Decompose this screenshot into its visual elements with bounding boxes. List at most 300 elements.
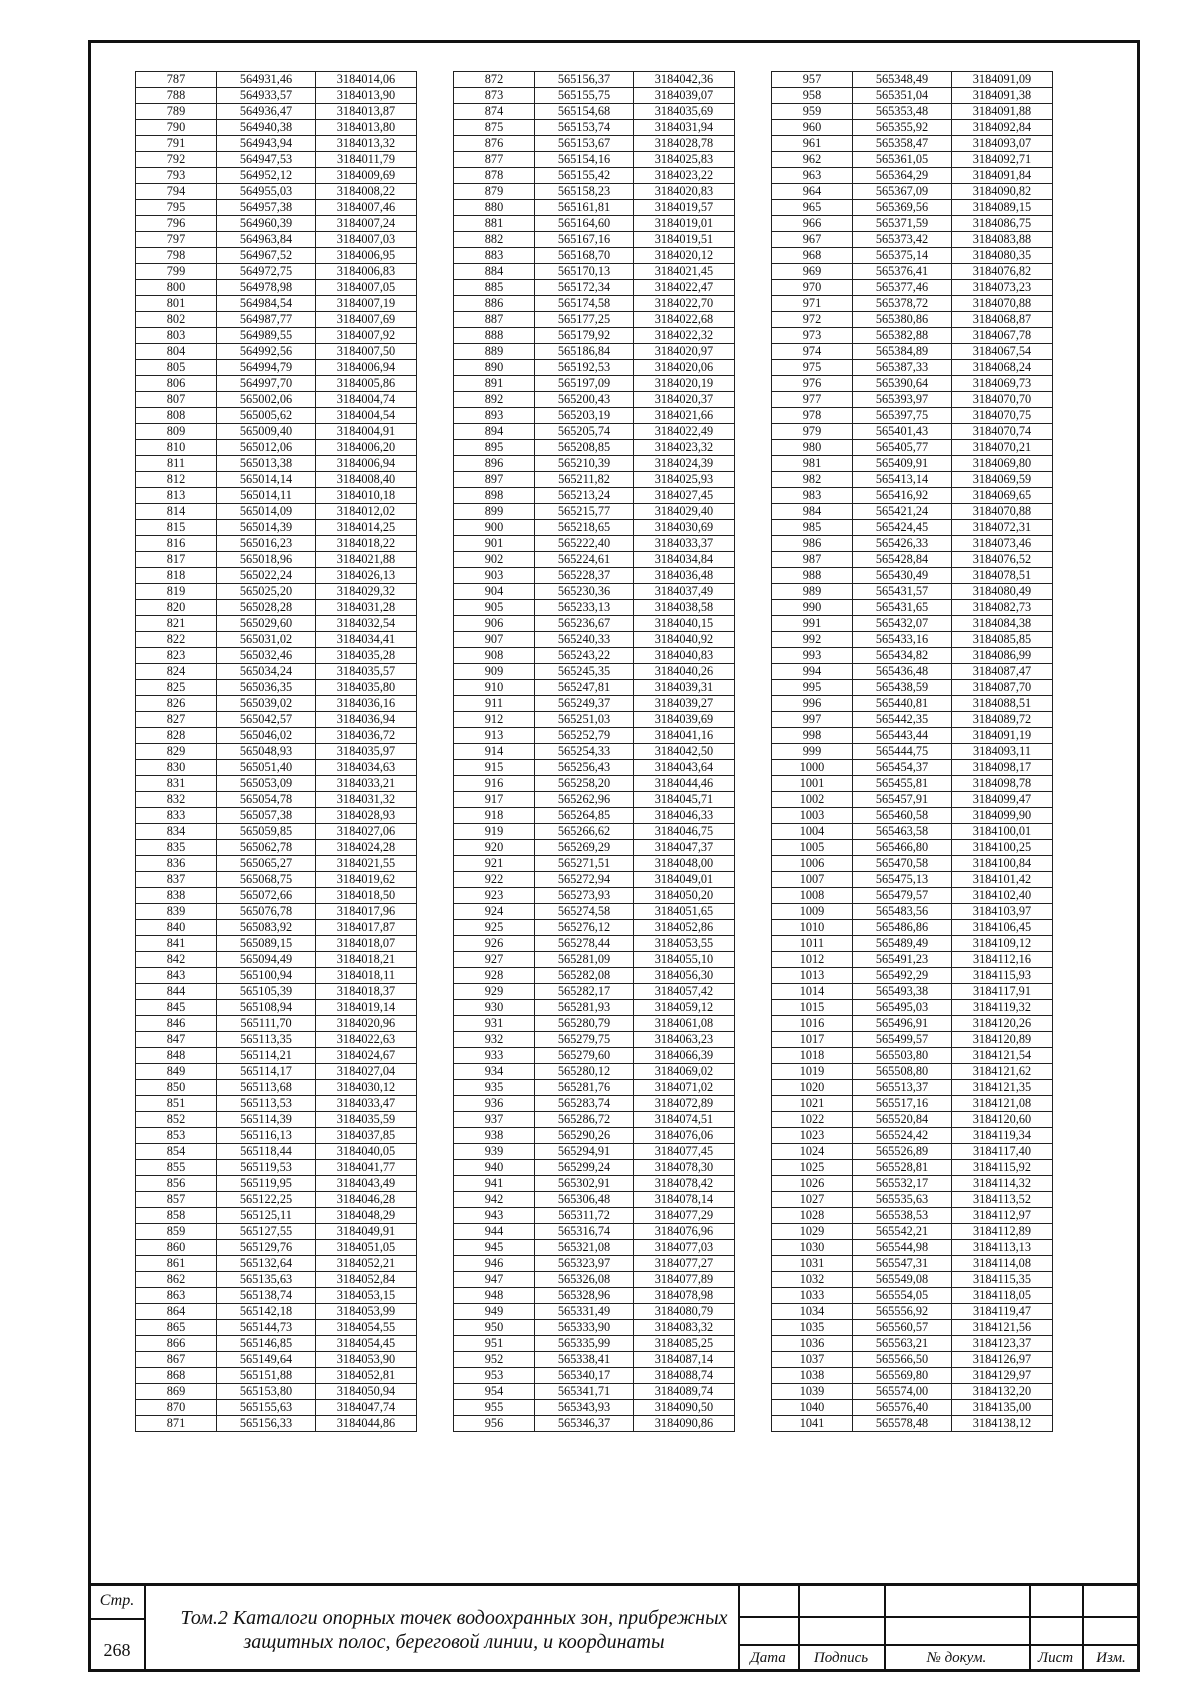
x-coordinate: 565358,47 xyxy=(853,136,952,152)
point-number: 923 xyxy=(454,888,535,904)
table-row xyxy=(136,1048,417,1064)
y-coordinate: 3184078,14 xyxy=(634,1192,735,1208)
y-coordinate: 3184027,04 xyxy=(316,1064,417,1080)
y-coordinate: 3184050,94 xyxy=(316,1384,417,1400)
y-coordinate: 3184036,48 xyxy=(634,568,735,584)
point-number: 802 xyxy=(136,312,217,328)
x-coordinate: 565262,96 xyxy=(535,792,634,808)
point-number: 903 xyxy=(454,568,535,584)
table-row xyxy=(772,888,1053,904)
y-coordinate: 3184091,19 xyxy=(952,728,1053,744)
x-coordinate: 565549,08 xyxy=(853,1272,952,1288)
point-number: 928 xyxy=(454,968,535,984)
x-coordinate: 565208,85 xyxy=(535,440,634,456)
y-coordinate: 3184082,73 xyxy=(952,600,1053,616)
x-coordinate: 565333,90 xyxy=(535,1320,634,1336)
table-row xyxy=(772,184,1053,200)
table-row xyxy=(454,1368,735,1384)
x-coordinate: 565014,39 xyxy=(217,520,316,536)
point-number: 1008 xyxy=(772,888,853,904)
x-coordinate: 565269,29 xyxy=(535,840,634,856)
y-coordinate: 3184113,52 xyxy=(952,1192,1053,1208)
table-row xyxy=(454,1192,735,1208)
point-number: 959 xyxy=(772,104,853,120)
x-coordinate: 564943,94 xyxy=(217,136,316,152)
point-number: 1022 xyxy=(772,1112,853,1128)
table-row xyxy=(136,88,417,104)
y-coordinate: 3184078,51 xyxy=(952,568,1053,584)
table-row xyxy=(454,1112,735,1128)
table-row xyxy=(454,1288,735,1304)
table-row xyxy=(772,248,1053,264)
y-coordinate: 3184052,81 xyxy=(316,1368,417,1384)
table-row xyxy=(772,1304,1053,1320)
y-coordinate: 3184018,50 xyxy=(316,888,417,904)
point-number: 841 xyxy=(136,936,217,952)
y-coordinate: 3184087,14 xyxy=(634,1352,735,1368)
y-coordinate: 3184013,32 xyxy=(316,136,417,152)
x-coordinate: 565168,70 xyxy=(535,248,634,264)
y-coordinate: 3184052,84 xyxy=(316,1272,417,1288)
y-coordinate: 3184085,25 xyxy=(634,1336,735,1352)
table-row xyxy=(454,968,735,984)
y-coordinate: 3184070,88 xyxy=(952,296,1053,312)
point-number: 891 xyxy=(454,376,535,392)
table-row xyxy=(454,920,735,936)
y-coordinate: 3184049,01 xyxy=(634,872,735,888)
point-number: 873 xyxy=(454,88,535,104)
table-row xyxy=(136,632,417,648)
point-number: 1028 xyxy=(772,1208,853,1224)
point-number: 922 xyxy=(454,872,535,888)
table-row xyxy=(136,952,417,968)
x-coordinate: 565236,67 xyxy=(535,616,634,632)
x-coordinate: 565495,03 xyxy=(853,1000,952,1016)
y-coordinate: 3184087,47 xyxy=(952,664,1053,680)
point-number: 856 xyxy=(136,1176,217,1192)
y-coordinate: 3184040,92 xyxy=(634,632,735,648)
point-number: 881 xyxy=(454,216,535,232)
point-number: 929 xyxy=(454,984,535,1000)
x-coordinate: 565351,04 xyxy=(853,88,952,104)
x-coordinate: 565051,40 xyxy=(217,760,316,776)
table-row xyxy=(454,1176,735,1192)
x-coordinate: 565532,17 xyxy=(853,1176,952,1192)
table-row xyxy=(772,840,1053,856)
point-number: 1021 xyxy=(772,1096,853,1112)
y-coordinate: 3184048,00 xyxy=(634,856,735,872)
point-number: 866 xyxy=(136,1336,217,1352)
y-coordinate: 3184056,30 xyxy=(634,968,735,984)
point-number: 838 xyxy=(136,888,217,904)
x-coordinate: 564952,12 xyxy=(217,168,316,184)
x-coordinate: 565113,68 xyxy=(217,1080,316,1096)
y-coordinate: 3184040,83 xyxy=(634,648,735,664)
point-number: 917 xyxy=(454,792,535,808)
x-coordinate: 565542,21 xyxy=(853,1224,952,1240)
point-number: 1011 xyxy=(772,936,853,952)
y-coordinate: 3184026,13 xyxy=(316,568,417,584)
point-number: 895 xyxy=(454,440,535,456)
point-number: 987 xyxy=(772,552,853,568)
point-number: 824 xyxy=(136,664,217,680)
table-row xyxy=(136,504,417,520)
table-row xyxy=(772,1256,1053,1272)
y-coordinate: 3184073,46 xyxy=(952,536,1053,552)
x-coordinate: 565563,21 xyxy=(853,1336,952,1352)
point-number: 925 xyxy=(454,920,535,936)
x-coordinate: 565274,58 xyxy=(535,904,634,920)
x-coordinate: 565405,77 xyxy=(853,440,952,456)
y-coordinate: 3184070,21 xyxy=(952,440,1053,456)
y-coordinate: 3184018,21 xyxy=(316,952,417,968)
point-number: 1038 xyxy=(772,1368,853,1384)
y-coordinate: 3184101,42 xyxy=(952,872,1053,888)
y-coordinate: 3184070,74 xyxy=(952,424,1053,440)
table-row xyxy=(136,1128,417,1144)
x-coordinate: 565151,88 xyxy=(217,1368,316,1384)
x-coordinate: 565306,48 xyxy=(535,1192,634,1208)
x-coordinate: 565161,81 xyxy=(535,200,634,216)
table-row xyxy=(454,584,735,600)
y-coordinate: 3184120,60 xyxy=(952,1112,1053,1128)
table-row xyxy=(454,424,735,440)
point-number: 1035 xyxy=(772,1320,853,1336)
y-coordinate: 3184070,75 xyxy=(952,408,1053,424)
y-coordinate: 3184025,93 xyxy=(634,472,735,488)
y-coordinate: 3184035,69 xyxy=(634,104,735,120)
y-coordinate: 3184121,56 xyxy=(952,1320,1053,1336)
point-number: 839 xyxy=(136,904,217,920)
point-number: 827 xyxy=(136,712,217,728)
x-coordinate: 565281,93 xyxy=(535,1000,634,1016)
table-row xyxy=(454,568,735,584)
x-coordinate: 565508,80 xyxy=(853,1064,952,1080)
x-coordinate: 565240,33 xyxy=(535,632,634,648)
y-coordinate: 3184047,74 xyxy=(316,1400,417,1416)
y-coordinate: 3184121,08 xyxy=(952,1096,1053,1112)
x-coordinate: 565364,29 xyxy=(853,168,952,184)
table-row xyxy=(772,200,1053,216)
y-coordinate: 3184088,51 xyxy=(952,696,1053,712)
table-row xyxy=(772,488,1053,504)
point-number: 899 xyxy=(454,504,535,520)
table-row xyxy=(136,184,417,200)
point-number: 991 xyxy=(772,616,853,632)
table-row xyxy=(454,984,735,1000)
y-coordinate: 3184078,30 xyxy=(634,1160,735,1176)
table-row xyxy=(136,1096,417,1112)
point-number: 887 xyxy=(454,312,535,328)
table-row xyxy=(772,1272,1053,1288)
x-coordinate: 565046,02 xyxy=(217,728,316,744)
y-coordinate: 3184022,49 xyxy=(634,424,735,440)
table-row xyxy=(454,104,735,120)
x-coordinate: 565569,80 xyxy=(853,1368,952,1384)
x-coordinate: 565114,17 xyxy=(217,1064,316,1080)
x-coordinate: 565302,91 xyxy=(535,1176,634,1192)
x-coordinate: 565210,39 xyxy=(535,456,634,472)
y-coordinate: 3184035,28 xyxy=(316,648,417,664)
x-coordinate: 565455,81 xyxy=(853,776,952,792)
y-coordinate: 3184114,32 xyxy=(952,1176,1053,1192)
x-coordinate: 565256,43 xyxy=(535,760,634,776)
point-number: 957 xyxy=(772,72,853,88)
point-number: 944 xyxy=(454,1224,535,1240)
table-row xyxy=(772,1416,1053,1432)
x-coordinate: 565264,85 xyxy=(535,808,634,824)
point-number: 854 xyxy=(136,1144,217,1160)
table-row xyxy=(454,504,735,520)
point-number: 898 xyxy=(454,488,535,504)
y-coordinate: 3184011,79 xyxy=(316,152,417,168)
point-number: 799 xyxy=(136,264,217,280)
x-coordinate: 565155,42 xyxy=(535,168,634,184)
y-coordinate: 3184031,94 xyxy=(634,120,735,136)
table-row xyxy=(454,408,735,424)
table-row xyxy=(772,440,1053,456)
table-row xyxy=(136,1080,417,1096)
table-row xyxy=(454,728,735,744)
point-number: 794 xyxy=(136,184,217,200)
y-coordinate: 3184013,90 xyxy=(316,88,417,104)
y-coordinate: 3184046,33 xyxy=(634,808,735,824)
coordinate-table-3 xyxy=(771,71,1053,1432)
y-coordinate: 3184042,50 xyxy=(634,744,735,760)
x-coordinate: 565025,20 xyxy=(217,584,316,600)
point-number: 896 xyxy=(454,456,535,472)
table-row xyxy=(136,216,417,232)
table-row xyxy=(772,472,1053,488)
table-row xyxy=(454,328,735,344)
point-number: 858 xyxy=(136,1208,217,1224)
y-coordinate: 3184038,58 xyxy=(634,600,735,616)
y-coordinate: 3184029,32 xyxy=(316,584,417,600)
point-number: 977 xyxy=(772,392,853,408)
x-coordinate: 565205,74 xyxy=(535,424,634,440)
y-coordinate: 3184121,62 xyxy=(952,1064,1053,1080)
table-row xyxy=(136,888,417,904)
y-coordinate: 3184091,84 xyxy=(952,168,1053,184)
x-coordinate: 565203,19 xyxy=(535,408,634,424)
x-coordinate: 565138,74 xyxy=(217,1288,316,1304)
y-coordinate: 3184114,08 xyxy=(952,1256,1053,1272)
point-number: 1025 xyxy=(772,1160,853,1176)
y-coordinate: 3184050,20 xyxy=(634,888,735,904)
x-coordinate: 565132,64 xyxy=(217,1256,316,1272)
x-coordinate: 565335,99 xyxy=(535,1336,634,1352)
y-coordinate: 3184047,37 xyxy=(634,840,735,856)
point-number: 820 xyxy=(136,600,217,616)
y-coordinate: 3184068,24 xyxy=(952,360,1053,376)
y-coordinate: 3184005,86 xyxy=(316,376,417,392)
point-number: 974 xyxy=(772,344,853,360)
y-coordinate: 3184040,15 xyxy=(634,616,735,632)
point-number: 865 xyxy=(136,1320,217,1336)
point-number: 951 xyxy=(454,1336,535,1352)
x-coordinate: 565014,14 xyxy=(217,472,316,488)
table-row xyxy=(772,728,1053,744)
x-coordinate: 565279,75 xyxy=(535,1032,634,1048)
table-row xyxy=(136,824,417,840)
table-row xyxy=(454,856,735,872)
y-coordinate: 3184039,27 xyxy=(634,696,735,712)
x-coordinate: 565076,78 xyxy=(217,904,316,920)
point-number: 849 xyxy=(136,1064,217,1080)
x-coordinate: 564947,53 xyxy=(217,152,316,168)
x-coordinate: 565316,74 xyxy=(535,1224,634,1240)
table-row xyxy=(136,600,417,616)
x-coordinate: 565341,71 xyxy=(535,1384,634,1400)
x-coordinate: 565377,46 xyxy=(853,280,952,296)
y-coordinate: 3184077,89 xyxy=(634,1272,735,1288)
x-coordinate: 565271,51 xyxy=(535,856,634,872)
x-coordinate: 565009,40 xyxy=(217,424,316,440)
y-coordinate: 3184034,84 xyxy=(634,552,735,568)
table-row xyxy=(772,1080,1053,1096)
point-number: 836 xyxy=(136,856,217,872)
point-number: 913 xyxy=(454,728,535,744)
point-number: 1014 xyxy=(772,984,853,1000)
point-number: 852 xyxy=(136,1112,217,1128)
y-coordinate: 3184019,14 xyxy=(316,1000,417,1016)
point-number: 818 xyxy=(136,568,217,584)
table-row xyxy=(136,408,417,424)
table-row xyxy=(454,872,735,888)
y-coordinate: 3184083,88 xyxy=(952,232,1053,248)
point-number: 813 xyxy=(136,488,217,504)
x-coordinate: 564957,38 xyxy=(217,200,316,216)
table-row xyxy=(772,1224,1053,1240)
table-row xyxy=(454,1096,735,1112)
x-coordinate: 565517,16 xyxy=(853,1096,952,1112)
point-number: 1024 xyxy=(772,1144,853,1160)
x-coordinate: 565252,79 xyxy=(535,728,634,744)
table-row xyxy=(772,1048,1053,1064)
x-coordinate: 565401,43 xyxy=(853,424,952,440)
point-number: 916 xyxy=(454,776,535,792)
x-coordinate: 565018,96 xyxy=(217,552,316,568)
x-coordinate: 564987,77 xyxy=(217,312,316,328)
coordinate-table-2 xyxy=(453,71,735,1432)
x-coordinate: 565426,33 xyxy=(853,536,952,552)
point-number: 972 xyxy=(772,312,853,328)
table-row xyxy=(454,1160,735,1176)
x-coordinate: 565149,64 xyxy=(217,1352,316,1368)
y-coordinate: 3184019,51 xyxy=(634,232,735,248)
x-coordinate: 565282,08 xyxy=(535,968,634,984)
point-number: 792 xyxy=(136,152,217,168)
x-coordinate: 565233,13 xyxy=(535,600,634,616)
x-coordinate: 565281,09 xyxy=(535,952,634,968)
x-coordinate: 565544,98 xyxy=(853,1240,952,1256)
y-coordinate: 3184007,05 xyxy=(316,280,417,296)
y-coordinate: 3184093,11 xyxy=(952,744,1053,760)
x-coordinate: 565108,94 xyxy=(217,1000,316,1016)
table-row xyxy=(454,184,735,200)
x-coordinate: 565053,09 xyxy=(217,776,316,792)
table-row xyxy=(136,536,417,552)
point-number: 966 xyxy=(772,216,853,232)
point-number: 978 xyxy=(772,408,853,424)
y-coordinate: 3184117,40 xyxy=(952,1144,1053,1160)
y-coordinate: 3184129,97 xyxy=(952,1368,1053,1384)
y-coordinate: 3184018,37 xyxy=(316,984,417,1000)
y-coordinate: 3184091,09 xyxy=(952,72,1053,88)
point-number: 812 xyxy=(136,472,217,488)
point-number: 834 xyxy=(136,824,217,840)
point-number: 823 xyxy=(136,648,217,664)
table-row xyxy=(772,920,1053,936)
y-coordinate: 3184090,50 xyxy=(634,1400,735,1416)
y-coordinate: 3184007,46 xyxy=(316,200,417,216)
x-coordinate: 565247,81 xyxy=(535,680,634,696)
table-row xyxy=(454,1336,735,1352)
table-row xyxy=(772,904,1053,920)
x-coordinate: 565413,14 xyxy=(853,472,952,488)
x-coordinate: 565100,94 xyxy=(217,968,316,984)
table-row xyxy=(454,760,735,776)
y-coordinate: 3184037,85 xyxy=(316,1128,417,1144)
x-coordinate: 565034,24 xyxy=(217,664,316,680)
point-number: 908 xyxy=(454,648,535,664)
x-coordinate: 565431,65 xyxy=(853,600,952,616)
y-coordinate: 3184119,47 xyxy=(952,1304,1053,1320)
table-row xyxy=(454,1320,735,1336)
point-number: 976 xyxy=(772,376,853,392)
point-number: 850 xyxy=(136,1080,217,1096)
point-number: 901 xyxy=(454,536,535,552)
table-row xyxy=(772,1368,1053,1384)
x-coordinate: 565282,17 xyxy=(535,984,634,1000)
x-coordinate: 565416,92 xyxy=(853,488,952,504)
point-number: 931 xyxy=(454,1016,535,1032)
table-row xyxy=(454,1416,735,1432)
table-row xyxy=(772,136,1053,152)
x-coordinate: 565114,39 xyxy=(217,1112,316,1128)
point-number: 1031 xyxy=(772,1256,853,1272)
y-coordinate: 3184078,98 xyxy=(634,1288,735,1304)
table-row xyxy=(136,712,417,728)
point-number: 829 xyxy=(136,744,217,760)
x-coordinate: 565032,46 xyxy=(217,648,316,664)
y-coordinate: 3184013,80 xyxy=(316,120,417,136)
x-coordinate: 565520,84 xyxy=(853,1112,952,1128)
table-row xyxy=(772,952,1053,968)
x-coordinate: 565454,37 xyxy=(853,760,952,776)
y-coordinate: 3184014,06 xyxy=(316,72,417,88)
x-coordinate: 565170,13 xyxy=(535,264,634,280)
table-row xyxy=(772,712,1053,728)
point-number: 817 xyxy=(136,552,217,568)
point-number: 884 xyxy=(454,264,535,280)
point-number: 961 xyxy=(772,136,853,152)
y-coordinate: 3184031,32 xyxy=(316,792,417,808)
table-row xyxy=(772,648,1053,664)
point-number: 810 xyxy=(136,440,217,456)
table-row xyxy=(136,552,417,568)
y-coordinate: 3184035,57 xyxy=(316,664,417,680)
y-coordinate: 3184019,57 xyxy=(634,200,735,216)
x-coordinate: 565361,05 xyxy=(853,152,952,168)
point-number: 830 xyxy=(136,760,217,776)
table-row xyxy=(454,744,735,760)
table-row xyxy=(772,1288,1053,1304)
y-coordinate: 3184054,45 xyxy=(316,1336,417,1352)
y-coordinate: 3184089,74 xyxy=(634,1384,735,1400)
table-row xyxy=(772,776,1053,792)
point-number: 800 xyxy=(136,280,217,296)
